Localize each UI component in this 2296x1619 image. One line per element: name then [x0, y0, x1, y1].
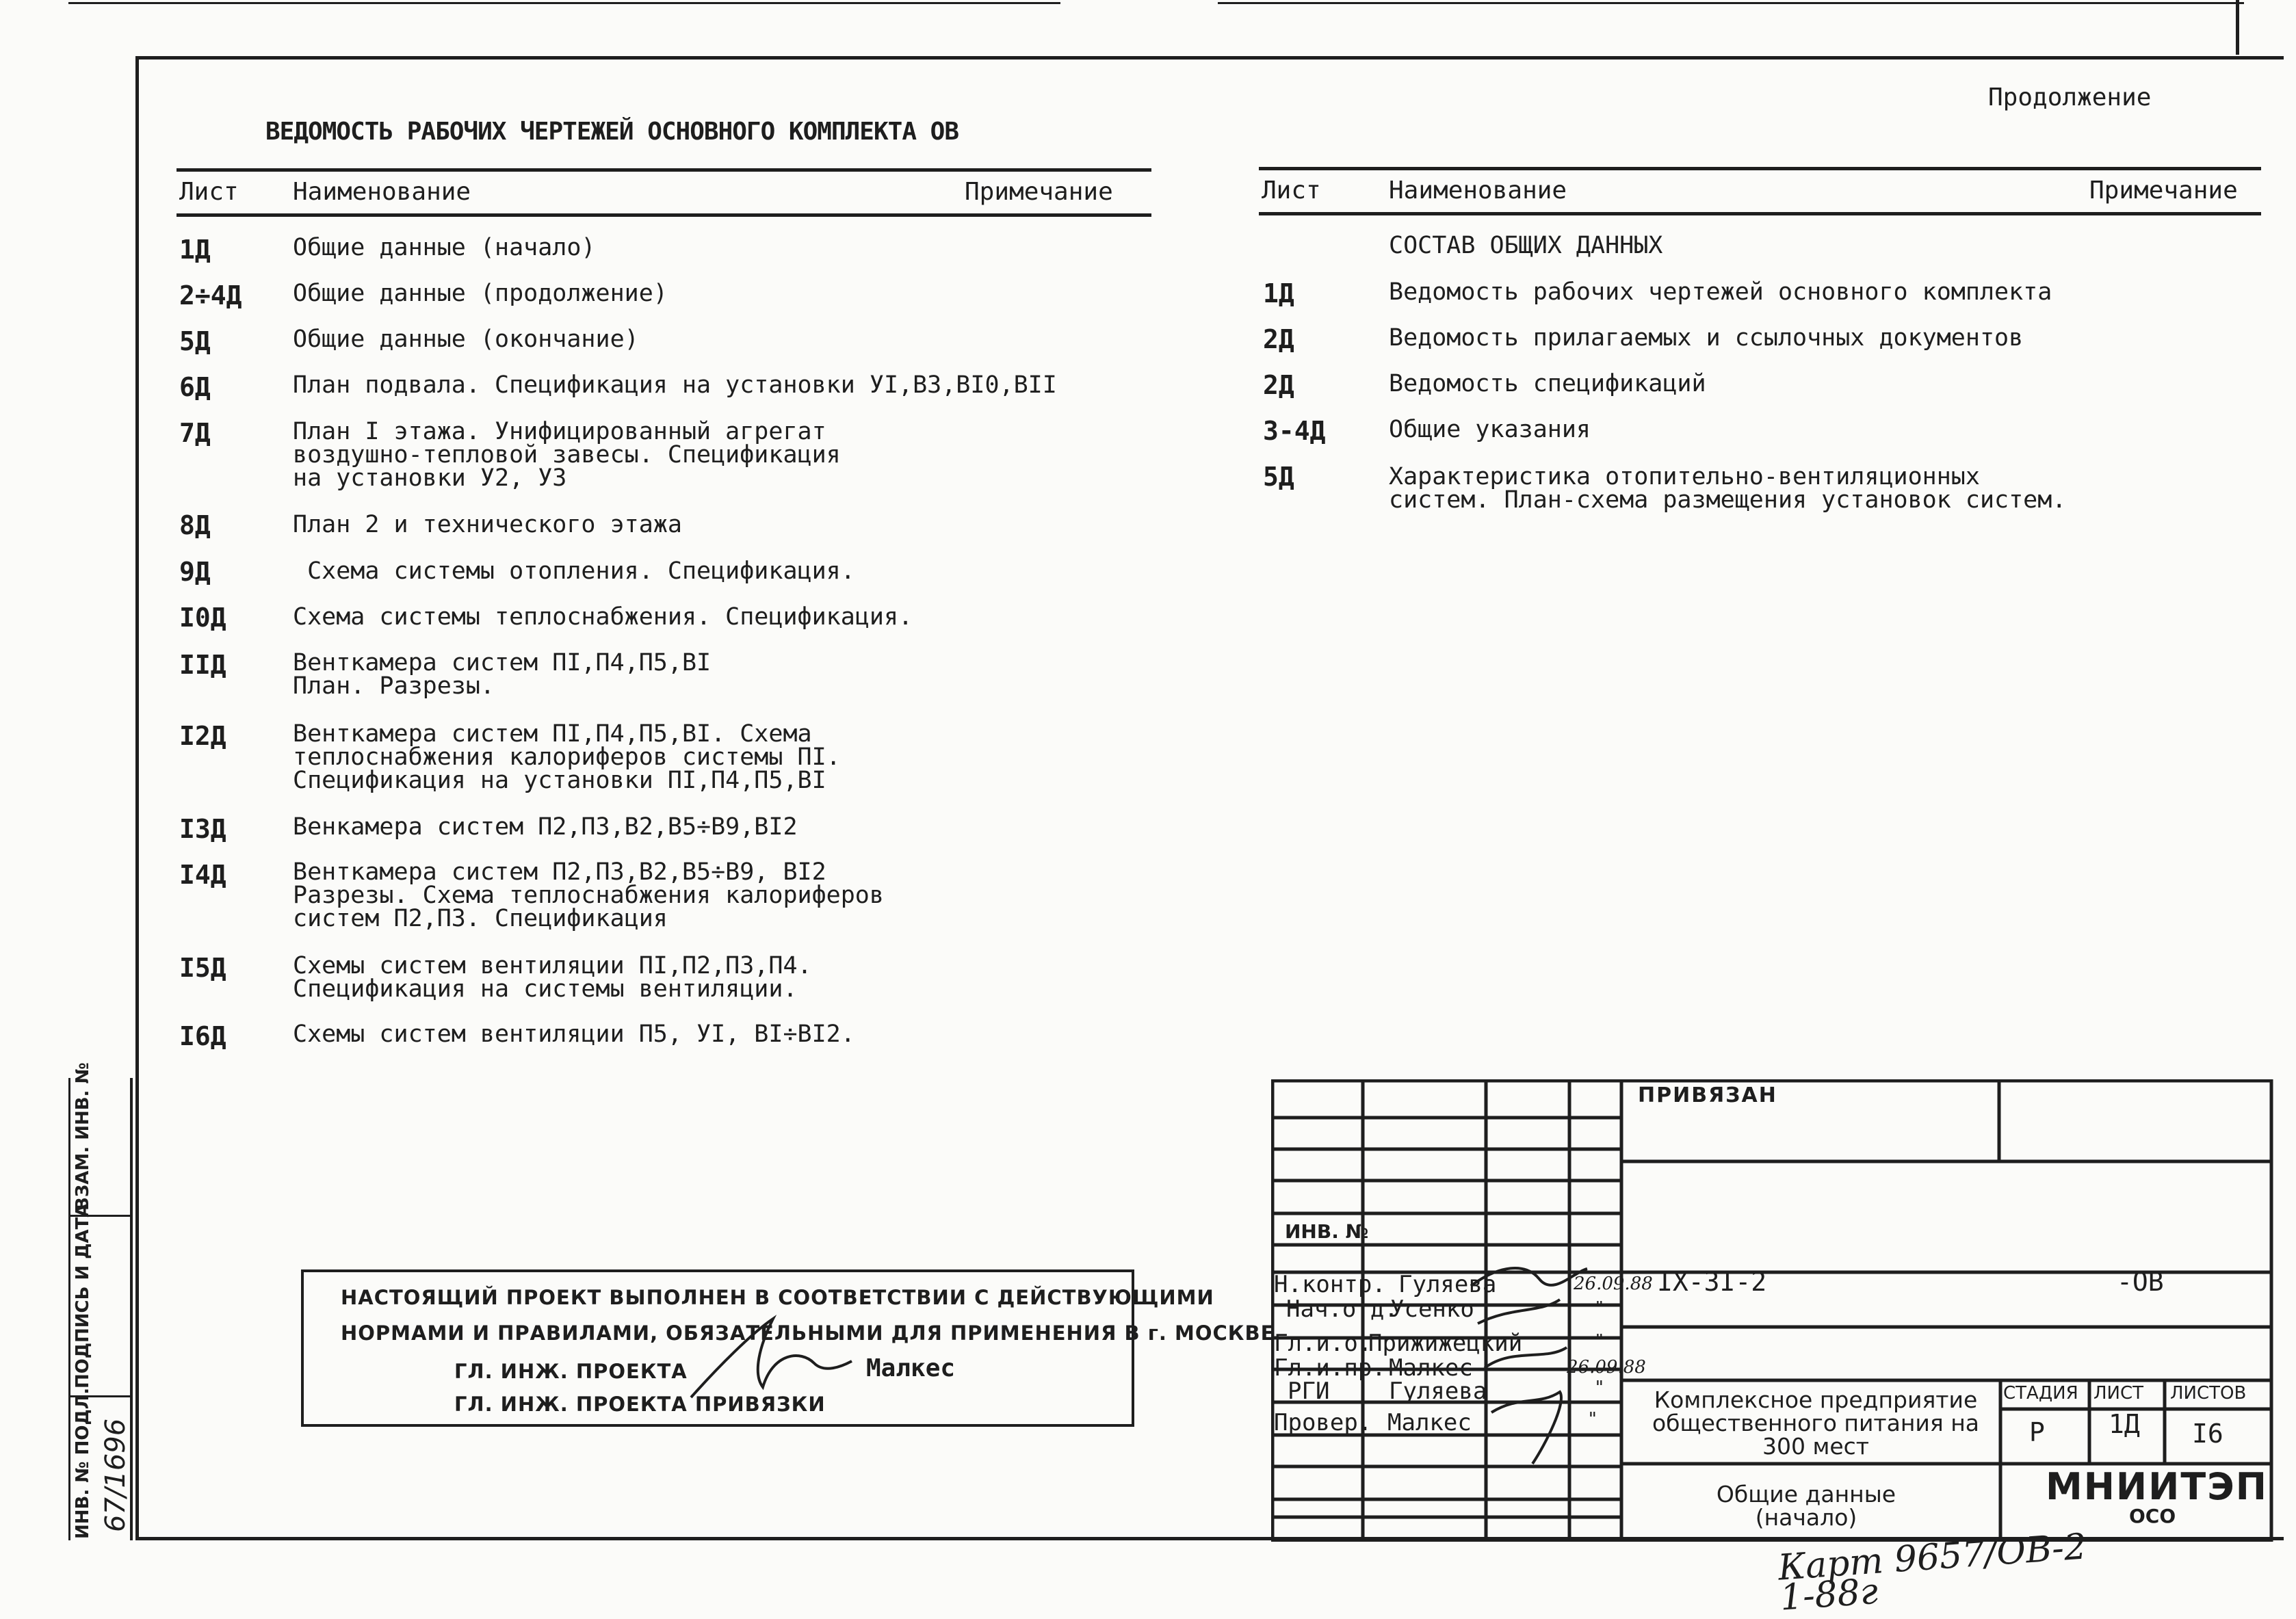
- right-header-sheet: Лист: [1262, 176, 1321, 205]
- left-row-sheet: I4Д: [179, 860, 226, 890]
- role-name: Гуляева: [1398, 1271, 1497, 1298]
- role-label: Н.контр.: [1274, 1271, 1386, 1298]
- continuation-label: Продолжение: [1988, 83, 2152, 111]
- right-header-note: Примечание: [2089, 176, 2238, 205]
- role-date: 26.09.88: [1567, 1357, 1646, 1378]
- right-row-name: Общие указания: [1389, 416, 1591, 443]
- left-row-name: Венткамера систем П2,П3,В2,В5÷В9, ВI2 Разрезы. Схема теплоснабжения калориферов систем П2,П3. Спецификация: [293, 858, 884, 932]
- right-row-name: Характеристика отопительно-вентиляционных систем. План-схема размещения установок систем.: [1389, 463, 2067, 514]
- left-row-sheet: I3Д: [179, 814, 226, 844]
- left-row-sheet: I5Д: [179, 953, 226, 983]
- role-date: 26.09.88: [1574, 1274, 1653, 1294]
- sheet-label: ЛИСТ: [2093, 1383, 2144, 1404]
- left-header-sheet: Лист: [179, 178, 239, 206]
- left-row-sheet: IIД: [179, 650, 226, 680]
- stage-value: Р: [2029, 1417, 2045, 1447]
- role-date: ": [1594, 1331, 1605, 1352]
- top-edge-line-2: [1218, 2, 2244, 4]
- stamp-line-1: НАСТОЯЩИЙ ПРОЕКТ ВЫПОЛНЕН В СООТВЕТСТВИИ С ДЕЙСТВУЮЩИМИ: [341, 1286, 1214, 1309]
- left-table-title: ВЕДОМОСТЬ РАБОЧИХ ЧЕРТЕЖЕЙ ОСНОВНОГО КОМПЛЕКТА ОВ: [265, 118, 959, 146]
- role-name: Усенко: [1390, 1295, 1474, 1323]
- role-date: ": [1587, 1409, 1598, 1430]
- left-row-sheet: 7Д: [179, 418, 211, 448]
- left-row-name: Венткамера систем ПI,П4,П5,ВI. Схема теплоснабжения калориферов системы ПI. Спецификация на установки ПI,П4,П5,ВI: [293, 720, 841, 794]
- right-header-name: Наименование: [1389, 176, 1567, 205]
- left-row-sheet: I2Д: [179, 721, 226, 751]
- left-row-name: Общие данные (окончание): [293, 326, 639, 353]
- handwritten-archive-note: Карт 9657/ОВ-2 1-88г: [1776, 1526, 2088, 1619]
- top-right-mark: [2236, 0, 2239, 55]
- right-row-sheet: 5Д: [1263, 462, 1294, 492]
- left-row-sheet: 6Д: [179, 372, 211, 402]
- right-row-sheet: 2Д: [1263, 324, 1294, 354]
- left-row-name: План подвала. Спецификация на установки УI,В3,ВI0,ВII: [293, 371, 1057, 399]
- left-row-name: Венткамера систем ПI,П4,П5,ВI План. Разрезы.: [293, 649, 712, 700]
- left-table-header-rule: [177, 213, 1151, 217]
- role-label: РГИ: [1288, 1378, 1330, 1405]
- right-row-name: Ведомость спецификаций: [1389, 370, 1706, 397]
- side-label-vzam: ВЗАМ. ИНВ. №: [73, 1062, 93, 1211]
- left-row-sheet: 8Д: [179, 510, 211, 540]
- role-label: Гл.и.о.: [1274, 1330, 1372, 1357]
- left-row-sheet: I0Д: [179, 603, 226, 633]
- left-row-sheet: 9Д: [179, 557, 211, 587]
- stamp-line-4: ГЛ. ИНЖ. ПРОЕКТА ПРИВЯЗКИ: [454, 1393, 826, 1416]
- stage-label: СТАДИЯ: [2003, 1383, 2078, 1404]
- role-label: Провер.: [1274, 1409, 1372, 1436]
- left-header-name: Наименование: [293, 178, 471, 206]
- left-row-sheet: 1Д: [179, 235, 211, 265]
- title-block-signatures: [1464, 1259, 1628, 1471]
- stamp-chief-name: Малкес: [866, 1354, 956, 1382]
- stamp-line-3: ГЛ. ИНЖ. ПРОЕКТА: [454, 1360, 688, 1383]
- stamp-line-2: НОРМАМИ И ПРАВИЛАМИ, ОБЯЗАТЕЛЬНЫМИ ДЛЯ ПРИМЕНЕНИЯ В г. МОСКВЕ: [341, 1321, 1275, 1345]
- right-row-sheet: 2Д: [1263, 370, 1294, 400]
- left-row-name: Венкамера систем П2,П3,В2,В5÷В9,ВI2: [293, 813, 798, 841]
- left-row-name: Общие данные (продолжение): [293, 280, 668, 307]
- role-name: Малкес: [1387, 1409, 1472, 1436]
- doc-code: IХ-3I-2: [1657, 1267, 1767, 1297]
- side-label-inv-podl: ИНВ. № ПОДЛ.: [73, 1387, 93, 1539]
- role-name: Прижижецкий: [1368, 1330, 1523, 1357]
- role-name: Малкес: [1389, 1354, 1473, 1382]
- stamp-signature: [677, 1312, 855, 1408]
- role-label: Гл.и.пр.: [1274, 1354, 1386, 1382]
- left-row-name: Общие данные (начало): [293, 234, 596, 261]
- right-row-sheet: 3-4Д: [1263, 416, 1326, 446]
- role-name: Гуляева: [1389, 1378, 1487, 1405]
- left-row-name: Схема системы теплоснабжения. Спецификация.: [293, 603, 913, 631]
- left-header-note: Примечание: [965, 178, 1113, 206]
- left-row-sheet: I6Д: [179, 1021, 226, 1051]
- right-table-top-rule: [1259, 167, 2261, 170]
- role-date: ": [1594, 1378, 1605, 1398]
- inv-no-label: ИНВ. №: [1285, 1220, 1369, 1243]
- right-row-name: Ведомость прилагаемых и ссылочных документов: [1389, 324, 2024, 352]
- sheets-label: ЛИСТОВ: [2170, 1383, 2247, 1404]
- top-edge-line: [68, 2, 1060, 4]
- right-row-sheet: 1Д: [1263, 278, 1294, 308]
- left-row-sheet: 5Д: [179, 326, 211, 356]
- side-inv-value: 67/1696: [100, 1418, 131, 1532]
- right-table-header-rule: [1259, 212, 2261, 215]
- left-row-sheet: 2÷4Д: [179, 280, 242, 311]
- left-row-name: Схема системы отопления. Спецификация.: [293, 557, 855, 585]
- left-row-name: План I этажа. Унифицированный агрегат воздушно-тепловой завесы. Спецификация на установки У2, У3: [293, 418, 841, 492]
- left-row-name: План 2 и технического этажа: [293, 511, 682, 538]
- right-row-name: Ведомость рабочих чертежей основного комплекта: [1389, 278, 2052, 306]
- project-name: Комплексное предприятие общественного питания на 300 мест: [1652, 1386, 1980, 1460]
- sheet-title: Общие данные (начало): [1716, 1481, 1896, 1531]
- doc-suffix: -ОВ: [2117, 1267, 2164, 1297]
- role-date: ": [1594, 1298, 1605, 1319]
- org-sub: ОСО: [2129, 1505, 2176, 1527]
- side-label-podpis: ПОДПИСЬ И ДАТА: [73, 1203, 93, 1388]
- side-strip-left-rule: [68, 1078, 70, 1540]
- right-section-title: СОСТАВ ОБЩИХ ДАННЫХ: [1389, 232, 1663, 259]
- sheets-value: I6: [2192, 1419, 2223, 1449]
- role-label: Нач.отд.: [1286, 1295, 1398, 1323]
- org-logo: МНИИТЭП: [2046, 1465, 2268, 1508]
- left-row-name: Схемы систем вентиляции П5, УI, ВI÷ВI2.: [293, 1021, 855, 1048]
- left-row-name: Схемы систем вентиляции ПI,П2,П3,П4. Спецификация на системы вентиляции.: [293, 952, 812, 1003]
- sheet-value: 1Д: [2109, 1409, 2140, 1439]
- left-table-top-rule: [177, 168, 1151, 172]
- privyazan-label: ПРИВЯЗАН: [1638, 1083, 1777, 1107]
